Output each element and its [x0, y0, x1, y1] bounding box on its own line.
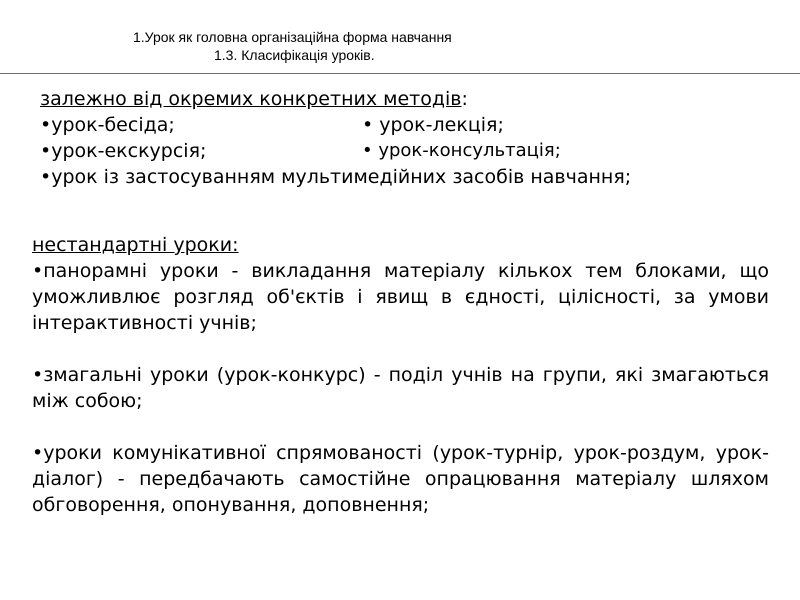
paragraph-spacer — [32, 414, 769, 440]
nonstandard-heading: нестандартні уроки: — [32, 234, 239, 256]
methods-heading — [40, 86, 468, 112]
header-title: 1.Урок як головна організаційна форма навчання — [133, 29, 452, 45]
nonstandard-item-competitive: •змагальні уроки (урок-конкурс) - поділ учнів на групи, які змагаються між собою; — [32, 364, 769, 412]
methods-heading-text: залежно від окремих конкретних методів — [40, 88, 462, 110]
nonstandard-item-communicative: •уроки комунікативної спрямованості (урок-турнір, урок-роздум, урок-діалог) - передбачають самостійне опрацювання матеріалу шляхом обговорення, опонування, доповнення; — [32, 442, 769, 516]
methods-item-consultation: • урок-консультація; — [362, 140, 561, 161]
nonstandard-item-panoramic: •панорамні уроки - викладання матеріалу кількох тем блоками, що уможливлює розгляд об'єктів і явищ в єдності, цілісності, за умови інтерактивності учнів; — [32, 260, 769, 334]
header-divider — [0, 73, 800, 74]
header-subtitle: 1.3. Класифікація уроків. — [214, 47, 375, 63]
methods-item-lecture: • урок-лекція; — [362, 114, 504, 136]
methods-item-multimedia: •урок із застосуванням мультимедійних засобів навчання; — [40, 166, 632, 188]
nonstandard-section — [32, 232, 769, 518]
methods-heading-colon: : — [461, 88, 468, 110]
paragraph-spacer — [32, 336, 769, 362]
methods-item-excursion: •урок-екскурсія; — [40, 140, 207, 162]
methods-item-conversation: •урок-бесіда; — [40, 114, 175, 136]
